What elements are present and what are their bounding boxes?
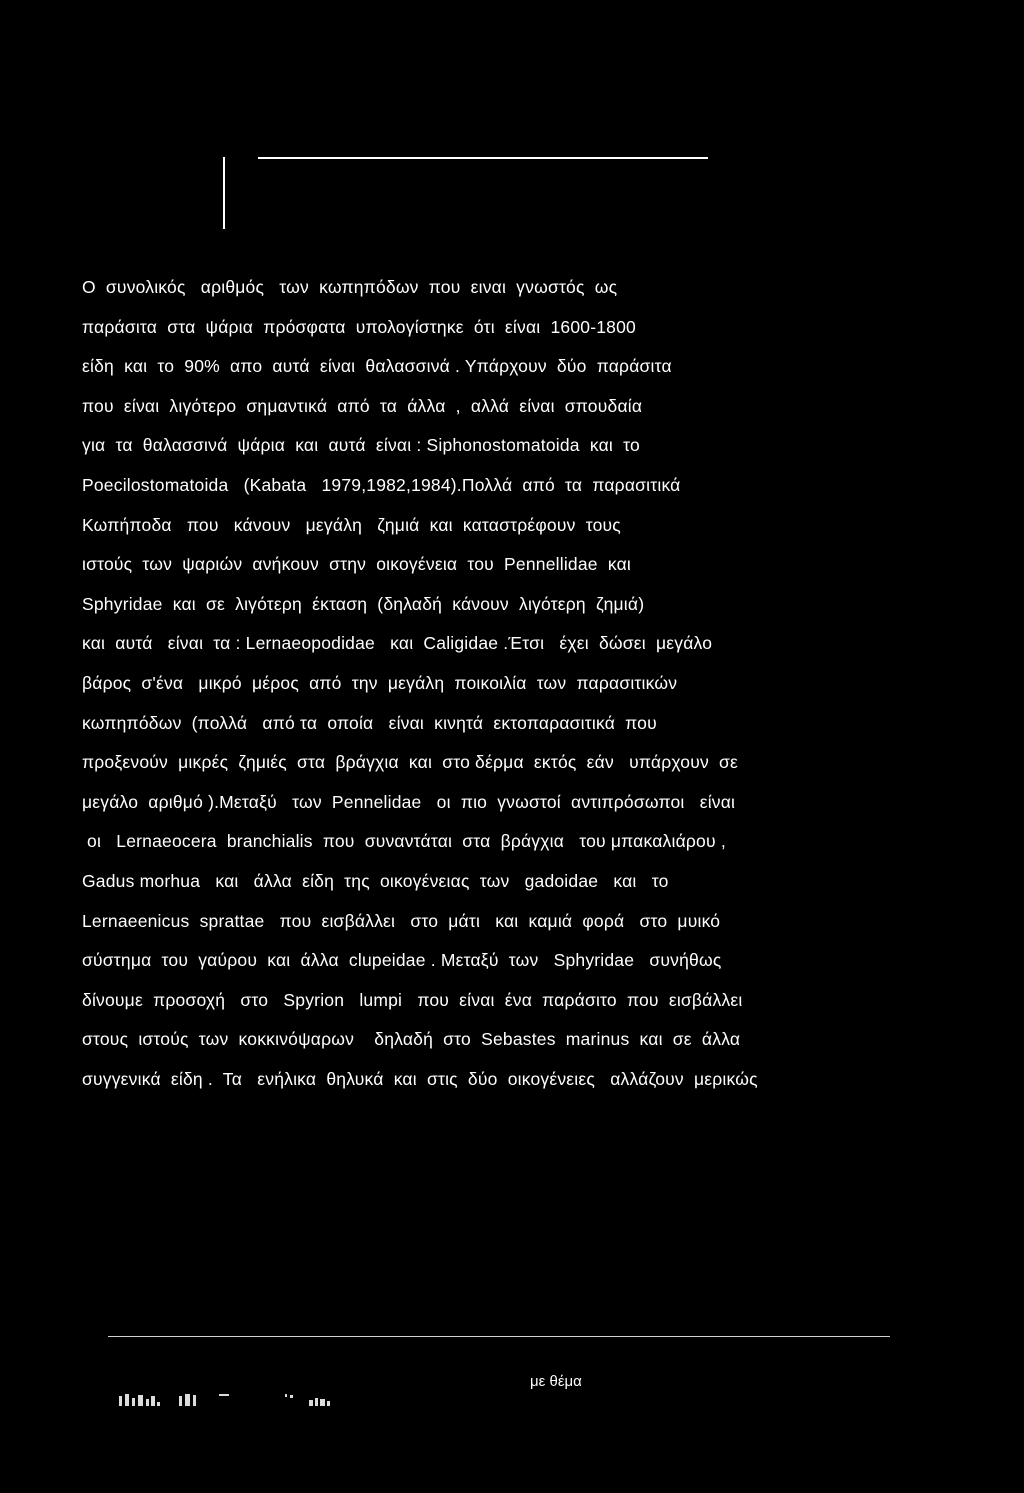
body-paragraph <box>82 268 942 1099</box>
text-line: Lernaeenicus sprattae που εισβάλλει στο μάτι και καμιά φορά στο μυικό <box>82 910 721 931</box>
text-line: για τα θαλασσινά ψάρια και αυτά είναι : Siphonostomatoida και το <box>82 435 640 456</box>
footer-caption: με θέμα <box>530 1373 582 1390</box>
text-line: που είναι λιγότερο σημαντικά από τα άλλα , αλλά είναι σπουδαία <box>82 395 643 416</box>
text-line: είδη και το 90% απο αυτά είναι θαλασσινά . Υπάρχουν δύο παράσιτα <box>82 356 672 377</box>
text-line: κωπηπόδων (πολλά από τα οποία είναι κινητά εκτοπαρασιτικά που <box>82 712 657 733</box>
text-line: δίνουμε προσοχή στο Spyrion lumpi που είναι ένα παράσιτο που εισβάλλει <box>82 989 743 1010</box>
text-line: ιστούς των ψαριών ανήκουν στην οικογένεια του Pennellidae και <box>82 554 631 575</box>
text-line: Ο συνολικός αριθμός των κωπηπόδων που ειναι γνωστός ως <box>82 277 618 297</box>
footer-rule <box>108 1336 890 1337</box>
text-line: προξενούν μικρές ζημιές στα βράγχια και στο δέρμα εκτός εάν υπάρχουν σε <box>82 752 739 773</box>
text-line: Sphyridae και σε λιγότερη έκταση (δηλαδή κάνουν λιγότερη ζημιά) <box>82 593 645 614</box>
text-line: παράσιτα στα ψάρια πρόσφατα υπολογίστηκε ότι είναι 1600-1800 <box>82 316 636 337</box>
text-line: Gadus morhua και άλλα είδη της οικογένειας των gadoidae και το <box>82 870 669 891</box>
text-line: στους ιστούς των κοκκινόψαρων δηλαδή στο Sebastes marinus και σε άλλα <box>82 1029 741 1050</box>
text-line: και αυτά είναι τα : Lernaeopodidae και Caligidae .Έτσι έχει δώσει μεγάλο <box>82 633 713 654</box>
text-line: οι Lernaeocera branchialis που συναντάται στα βράγχια του μπακαλιάρου , <box>82 831 726 852</box>
text-line: συγγενικά είδη . Τα ενήλικα θηλυκά και στις δύο οικογένειες αλλάζουν μερικώς <box>82 1068 758 1089</box>
text-line: μεγάλο αριθμό ).Μεταξύ των Pennelidae οι πιο γνωστοί αντιπρόσωποι είναι <box>82 791 736 812</box>
smudged-text-image <box>117 1390 437 1412</box>
top-vertical-rule <box>223 157 225 229</box>
text-line: Poecilostomatoida (Kabata 1979,1982,1984).Πολλά από τα παρασιτικά <box>82 474 681 495</box>
text-line: βάρος σ'ένα μικρό μέρος από την μεγάλη ποικοιλία των παρασιτικών <box>82 672 678 693</box>
text-line: σύστημα του γαύρου και άλλα clupeidae . Μεταξύ των Sphyridae συνήθως <box>82 950 722 971</box>
top-horizontal-rule <box>258 157 708 159</box>
illegible-footer-text <box>96 1370 437 1438</box>
text-line: Κωπήποδα που κάνουν μεγάλη ζημιά και καταστρέφουν τους <box>82 514 621 535</box>
